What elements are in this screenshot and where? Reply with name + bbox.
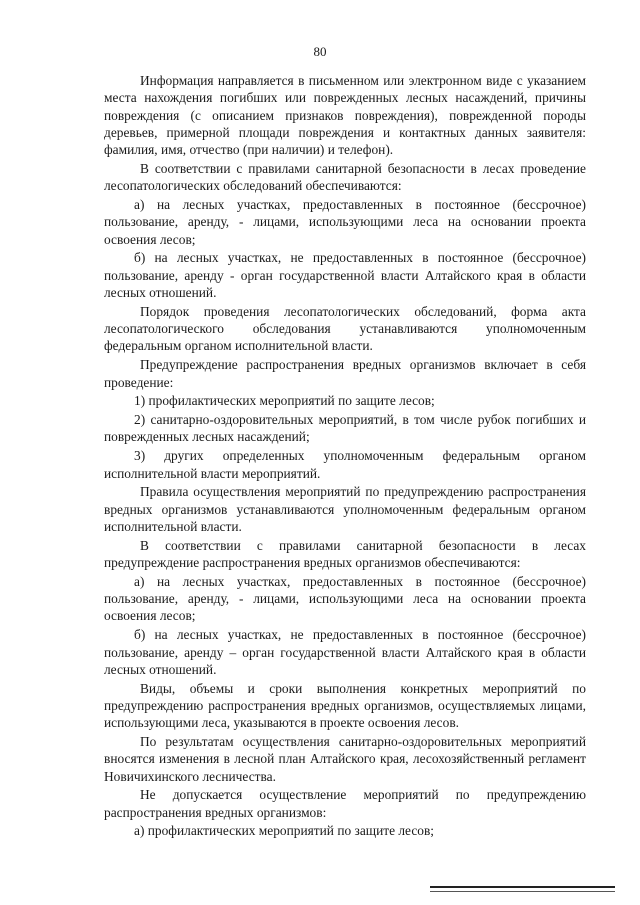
list-item: б) на лесных участках, не предоставленных в постоянное (бессрочное) пользование, аренду – орган государственной власти Алтайского края в области лесных отношений. (104, 627, 586, 677)
paragraph: По результатам осуществления санитарно-оздоровительных мероприятий вносятся изменения в лесной план Алтайского края, лесохозяйственный регламент Новичихинского лесничества. (104, 733, 586, 784)
list-item: а) на лесных участках, предоставленных в постоянное (бессрочное) пользование, аренду, - лицами, использующими леса на основании проекта освоения лесов; (104, 197, 586, 247)
list-item: 2) санитарно-оздоровительных мероприятий, в том числе рубок погибших и поврежденных лесных насаждений; (104, 412, 586, 445)
list-item: б) на лесных участках, не предоставленных в постоянное (бессрочное) пользование, аренду - орган государственной власти Алтайского края в области лесных отношений. (104, 250, 586, 301)
paragraph: Порядок проведения лесопатологических обследований, форма акта лесопатологического обследования устанавливаются уполномоченным федеральным органом исполнительной власти. (104, 303, 586, 354)
document-body (104, 72, 586, 840)
paragraph: Правила осуществления мероприятий по предупреждению распространения вредных организмов устанавливаются уполномоченным федеральным органом исполнительной власти. (104, 484, 586, 534)
paragraph: В соответствии с правилами санитарной безопасности в лесах предупреждение распространения вредных организмов обеспечиваются: (104, 537, 586, 571)
paragraph: Информация направляется в письменном или электронном виде с указанием места нахождения погибших или поврежденных лесных насаждений, причины повреждения (с описанием признаков повреждения), поврежденной породы деревьев, примерной площади повреждения и контактных данных заявителя: фамилия, имя, отчество (при наличии) и телефон). (104, 73, 586, 158)
list-item: а) на лесных участках, предоставленных в постоянное (бессрочное) пользование, аренду, - лицами, использующими леса на основании проекта освоения лесов; (104, 573, 586, 624)
paragraph: Не допускается осуществление мероприятий по предупреждению распространения вредных организмов: (104, 787, 586, 820)
paragraph: Виды, объемы и сроки выполнения конкретных мероприятий по предупреждению распространения вредных организмов, осуществляемых лицами, использующими леса, указываются в проекте освоения лесов. (104, 680, 586, 731)
page-number: 80 (313, 44, 327, 59)
list-item: 1) профилактических мероприятий по защите лесов; (134, 393, 435, 409)
list-item: а) профилактических мероприятий по защите лесов; (134, 823, 435, 839)
paragraph: В соответствии с правилами санитарной безопасности в лесах проведение лесопатологических обследований обеспечиваются: (104, 160, 586, 194)
paragraph: Предупреждение распространения вредных организмов включает в себя проведение: (104, 357, 586, 390)
footer-rule-thin (430, 891, 615, 892)
list-item: 3) других определенных уполномоченным федеральным органом исполнительной власти мероприятий. (104, 448, 586, 481)
footer-rule (430, 886, 615, 888)
